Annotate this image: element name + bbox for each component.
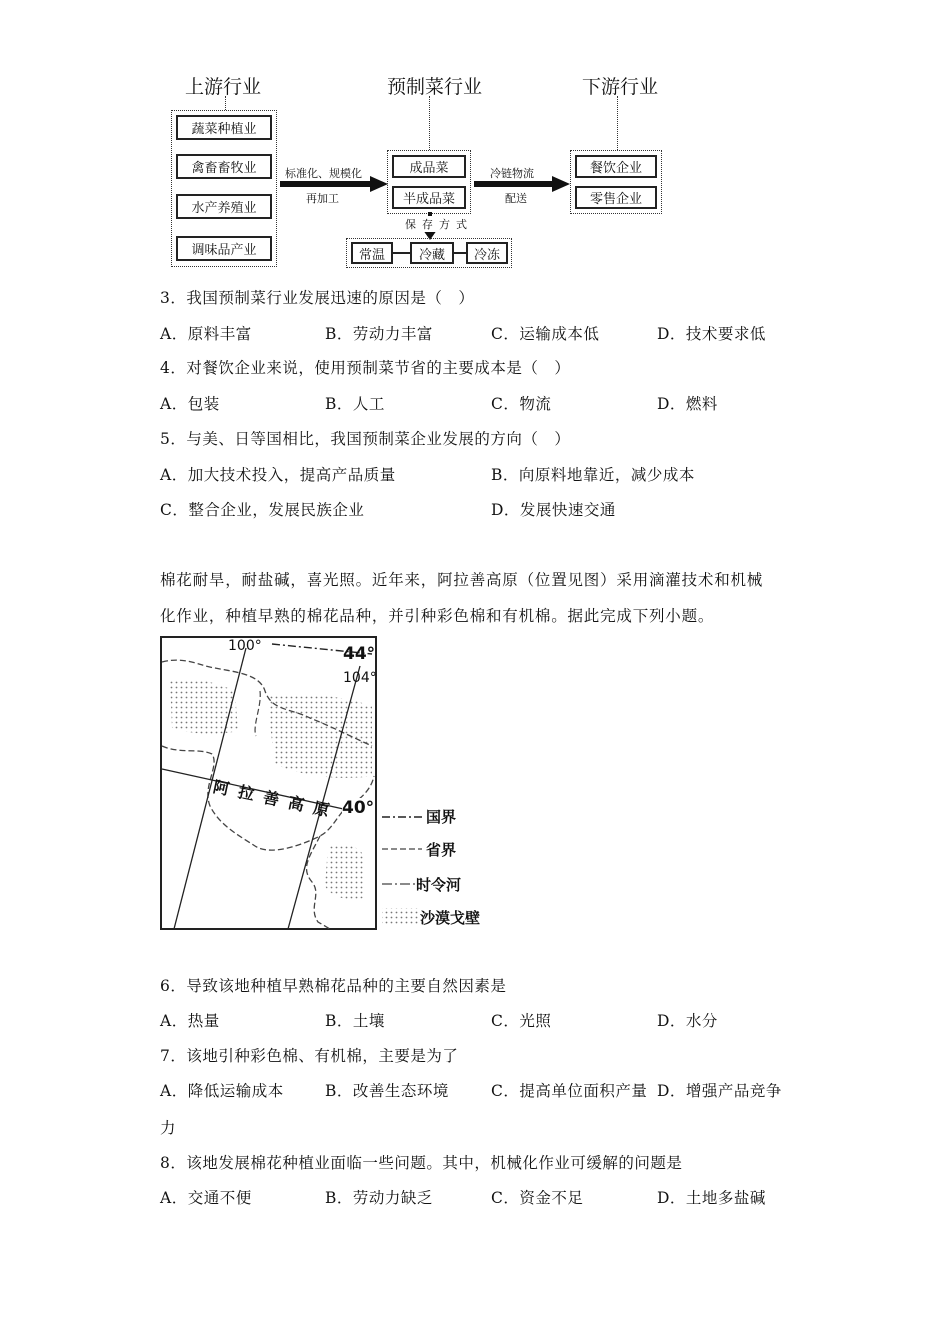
arrow2-label-bottom: 配送 <box>505 192 527 205</box>
arrow-right-icon <box>474 176 570 192</box>
question-stem: 7．该地引种彩色棉、有机棉，主要是为了 <box>160 1047 459 1065</box>
option: C．整合企业，发展民族企业 <box>160 501 365 519</box>
alxa-plateau-map <box>160 636 500 932</box>
option: C．运输成本低 <box>491 325 600 343</box>
lat-label: 44° <box>343 644 376 664</box>
storage-item: 冷藏 <box>410 242 454 264</box>
legend-symbol <box>382 908 418 926</box>
question-stem: 6．导致该地种植早熟棉花品种的主要自然因素是 <box>160 977 507 995</box>
option: D．技术要求低 <box>657 325 766 343</box>
option: B．人工 <box>325 395 385 413</box>
lon-label: 100° <box>228 638 262 654</box>
option: D．水分 <box>657 1012 718 1030</box>
option: D．发展快速交通 <box>491 501 616 519</box>
region-name: 阿 拉 善 高 原 <box>211 776 334 821</box>
industry-title: 预制菜行业 <box>387 76 483 98</box>
question-stem: 8．该地发展棉花种植业面临一些问题。其中，机械化作业可缓解的问题是 <box>160 1154 683 1172</box>
question-stem: 3．我国预制菜行业发展迅速的原因是（ ） <box>160 289 475 307</box>
option: B．向原料地靠近，减少成本 <box>491 466 695 484</box>
downstream-item: 餐饮企业 <box>575 155 657 178</box>
downstream-title: 下游行业 <box>582 76 659 98</box>
option: B．土壤 <box>325 1012 385 1030</box>
arrow1-label-bottom: 再加工 <box>306 192 339 205</box>
option: A．交通不便 <box>160 1189 252 1207</box>
passage-line: 棉花耐旱，耐盐碱，喜光照。近年来，阿拉善高原（位置见图）采用滴灌技术和机械 <box>160 571 764 589</box>
legend-label: 省界 <box>426 841 457 859</box>
upstream-item: 水产养殖业 <box>176 194 272 219</box>
option: C．物流 <box>491 395 552 413</box>
product-item: 成品菜 <box>392 155 466 178</box>
option: A．加大技术投入，提高产品质量 <box>160 466 396 484</box>
lon-label: 104° <box>343 670 377 686</box>
option: A．降低运输成本 <box>160 1082 284 1100</box>
upstream-item: 禽畜畜牧业 <box>176 154 272 179</box>
option: A．热量 <box>160 1012 220 1030</box>
desert-area <box>170 679 238 734</box>
option: C．提高单位面积产量 <box>491 1082 648 1100</box>
legend-label: 沙漠戈壁 <box>420 909 481 927</box>
legend-label: 时令河 <box>416 876 462 894</box>
option: D．增强产品竞争 <box>657 1082 782 1100</box>
option: D．土地多盐碱 <box>657 1189 766 1207</box>
passage-line: 化作业，种植早熟的棉花品种，并引种彩色棉和有机棉。据此完成下列小题。 <box>160 607 715 625</box>
downstream-item: 零售企业 <box>575 186 657 209</box>
desert-area <box>269 694 372 778</box>
product-item: 半成品菜 <box>392 186 466 209</box>
storage-item: 常温 <box>351 242 393 264</box>
option: B．劳动力缺乏 <box>325 1189 433 1207</box>
upstream-item: 调味品产业 <box>176 236 272 261</box>
upstream-title: 上游行业 <box>185 76 262 98</box>
option: A．包装 <box>160 395 220 413</box>
arrow2-label-top: 冷链物流 <box>490 167 534 180</box>
province-boundary <box>255 691 260 736</box>
upstream-item: 蔬菜种植业 <box>176 115 272 140</box>
legend-label: 国界 <box>426 808 457 826</box>
desert-area <box>325 844 365 899</box>
option-wrap: 力 <box>160 1119 177 1137</box>
option: C．资金不足 <box>491 1189 584 1207</box>
option: C．光照 <box>491 1012 552 1030</box>
downstream-connector <box>617 96 618 150</box>
option: D．燃料 <box>657 395 718 413</box>
option: A．原料丰富 <box>160 325 252 343</box>
storage-item: 冷冻 <box>466 242 508 264</box>
storage-label: 保存方式 <box>405 218 473 231</box>
question-stem: 4．对餐饮企业来说，使用预制菜节省的主要成本是（ ） <box>160 359 571 377</box>
option: B．劳动力丰富 <box>325 325 433 343</box>
arrow-right-icon <box>280 176 388 192</box>
question-stem: 5．与美、日等国相比，我国预制菜企业发展的方向（ ） <box>160 430 571 448</box>
option: B．改善生态环境 <box>325 1082 449 1100</box>
upstream-connector <box>225 96 226 110</box>
industry-connector <box>429 96 430 150</box>
lat-label: 40° <box>342 798 375 818</box>
arrow1-label-top: 标准化、规模化 <box>285 167 362 180</box>
